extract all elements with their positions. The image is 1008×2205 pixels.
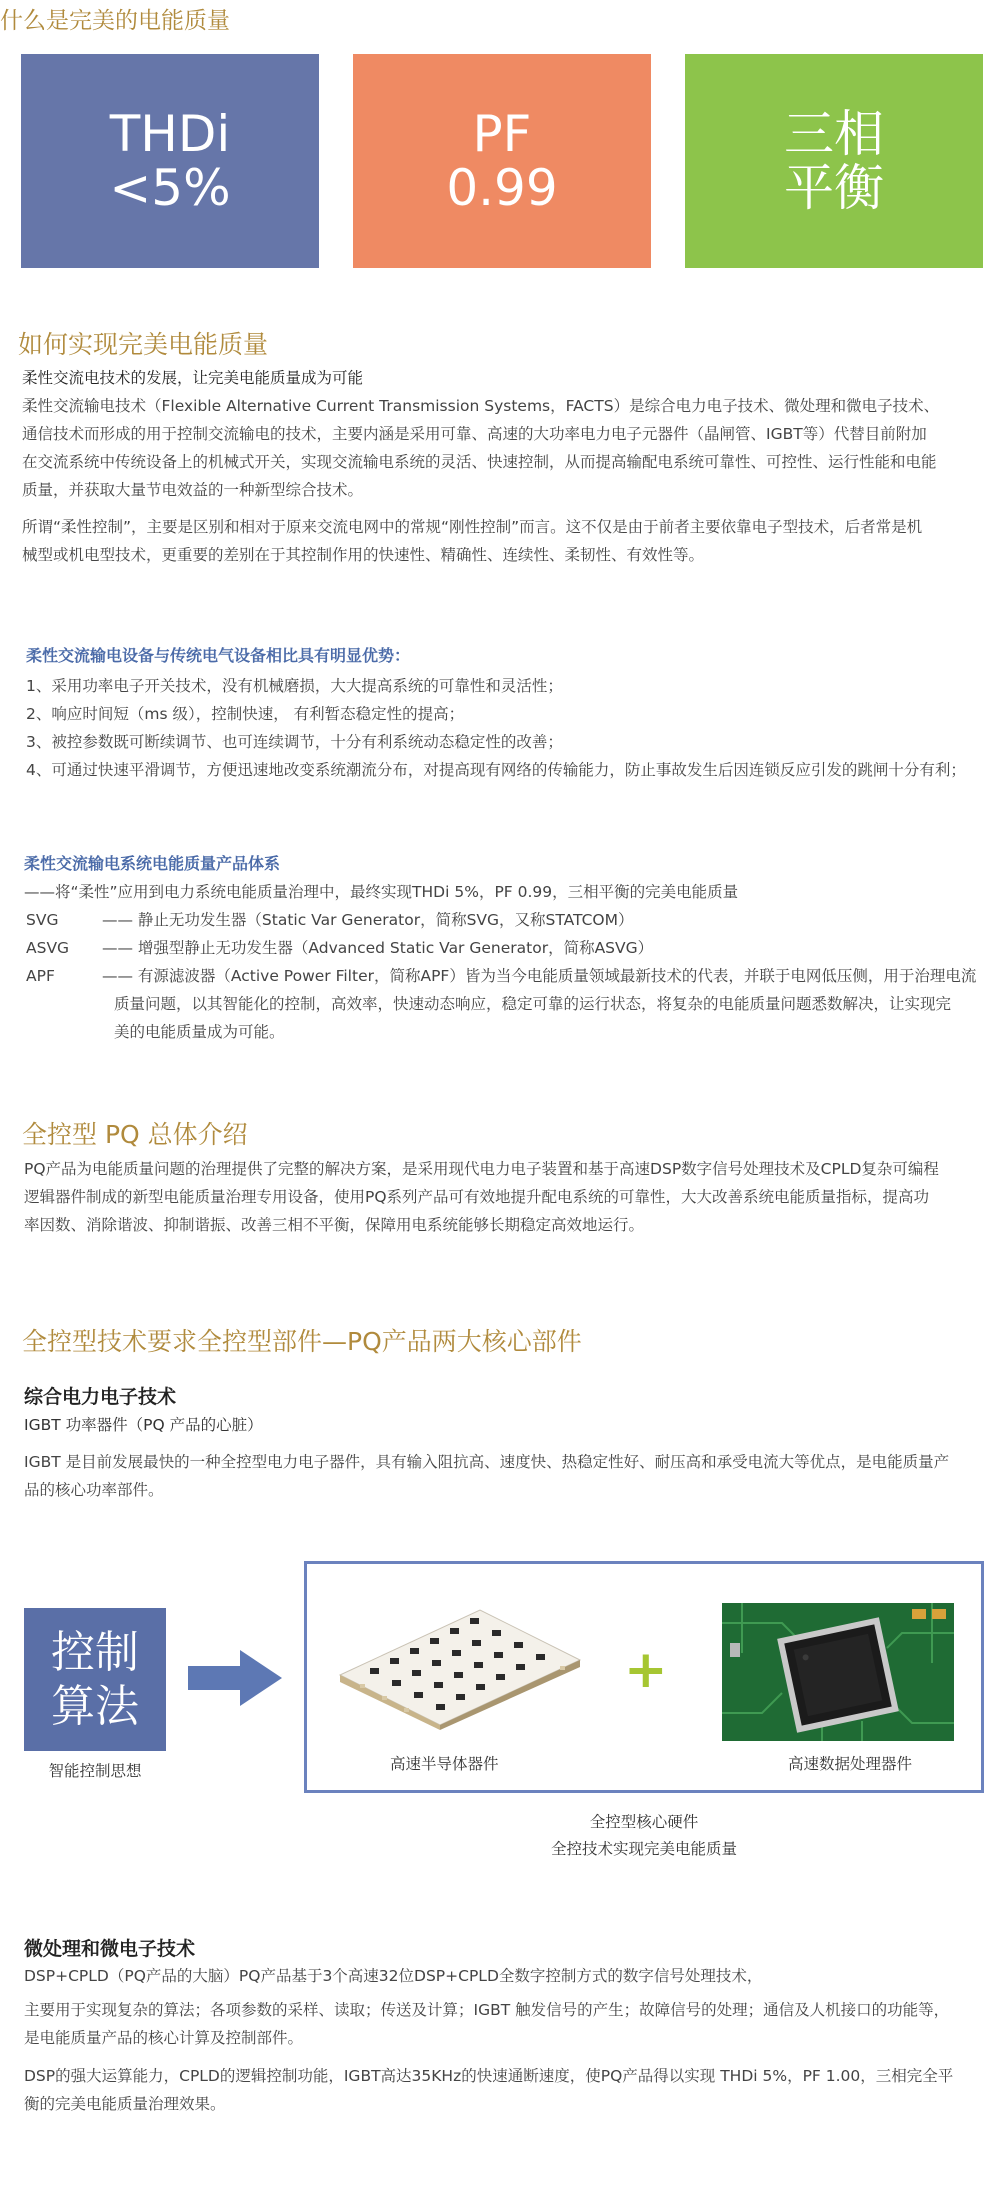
ctrl-line1: 控制	[51, 1626, 139, 1678]
ctrl-caption: 智能控制思想	[48, 1762, 142, 1780]
text-line: 械型或机电型技术，更重要的差别在于其控制作用的快速性、精确性、连续性、柔韧性、有效性等。	[22, 546, 705, 564]
processor-chip-image	[722, 1603, 954, 1741]
desc: —— 增强型静止无功发生器（Advanced Static Var Generator，简称ASVG）	[102, 939, 654, 957]
apf-row	[26, 962, 976, 990]
semiconductor-caption: 高速半导体器件	[390, 1755, 499, 1773]
thdi-card	[21, 54, 319, 268]
facts-paragraph	[22, 392, 1002, 504]
abbr: ASVG	[26, 939, 70, 957]
arrow-right-icon	[188, 1650, 284, 1706]
text-line: 柔性交流输电技术（Flexible Alternative Current Transmission Systems，FACTS）是综合电力电子技术、微处理和微电子技术、	[22, 397, 940, 415]
card-line2: 0.99	[446, 159, 558, 217]
card-line2: 平衡	[784, 159, 884, 217]
core-hardware-caption: 全控型核心硬件	[589, 1813, 699, 1831]
text-line: 衡的完美电能质量治理效果。	[24, 2095, 226, 2113]
text-line: 主要用于实现复杂的算法；各项参数的采样、读取；传送及计算；IGBT 触发信号的产生；故障信号的处理；通信及人机接口的功能等，	[24, 2001, 950, 2019]
power-electronics-heading: 综合电力电子技术	[24, 1386, 177, 1408]
plus-icon: +	[624, 1640, 668, 1700]
ctrl-line2: 算法	[51, 1680, 139, 1732]
text-line: DSP的强大运算能力，CPLD的逻辑控制功能，IGBT高达35KHz的快速通断速度，使PQ产品得以实现 THDi 5%，PF 1.00，三相完全平	[24, 2067, 954, 2085]
core-title: 全控型技术要求全控型部件—PQ产品两大核心部件	[22, 1327, 582, 1356]
abbr: SVG	[26, 911, 59, 929]
section2-title: 如何实现完美电能质量	[18, 330, 269, 359]
text-line: 率因数、消除谐波、抑制谐振、改善三相不平衡，保障用电系统能够长期稳定高效地运行。	[24, 1216, 645, 1234]
list-item: 3、被控参数既可断续调节、也可连续调节，十分有利系统动态稳定性的改善；	[26, 733, 563, 751]
igbt-note: IGBT 功率器件（PQ 产品的心脏）	[24, 1416, 263, 1434]
text-line: PQ产品为电能质量问题的治理提供了完整的解决方案，是采用现代电力电子装置和基于高速DSP数字信号处理技术及CPLD复杂可编程	[24, 1160, 939, 1178]
section1-title: 什么是完美的电能质量	[0, 8, 230, 34]
list-item: 1、采用功率电子开关技术，没有机械磨损，大大提高系统的可靠性和灵活性；	[26, 677, 563, 695]
overview-paragraph	[24, 1155, 1004, 1239]
card-line2: <5%	[109, 159, 231, 217]
igbt-paragraph	[24, 1448, 1004, 1504]
text-line: 是电能质量产品的核心计算及控制部件。	[24, 2029, 304, 2047]
apf-desc-line: 质量问题，以其智能化的控制，高效率，快速动态响应，稳定可靠的运行状态，将复杂的电能质量问题悉数解决，让实现完	[114, 995, 952, 1013]
apf-desc-line: 美的电能质量成为可能。	[114, 1023, 285, 1041]
dsp-performance-paragraph	[24, 2062, 1004, 2118]
svg-row	[26, 906, 634, 934]
text-line: 通信技术而形成的用于控制交流输电的技术，主要内涵是采用可靠、高速的大功率电力电子元器件（晶闸管、IGBT等）代替目前附加	[22, 425, 927, 443]
text-line: 在交流系统中传统设备上的机械式开关，实现交流输电系统的灵活、快速控制，从而提高输配电系统可靠性、可控性、运行性能和电能	[22, 453, 937, 471]
section2-lead: 柔性交流电技术的发展，让完美电能质量成为可能	[22, 369, 364, 387]
pq-system-intro: ——将“柔性”应用到电力系统电能质量治理中，最终实现THDi 5%，PF 0.99，三相平衡的完美电能质量	[24, 883, 739, 901]
asvg-row	[26, 934, 653, 962]
micro-heading: 微处理和微电子技术	[24, 1938, 196, 1960]
list-item: 4、可通过快速平滑调节，方便迅速地改变系统潮流分布，对提高现有网络的传输能力，防止事故发生后因连锁反应引发的跳闸十分有利；	[26, 761, 966, 779]
dsp-paragraph	[24, 1996, 1004, 2052]
abbr: APF	[26, 967, 55, 985]
card-line1: THDi	[109, 105, 231, 163]
control-algorithm-box	[24, 1608, 166, 1751]
text-line: 品的核心功率部件。	[24, 1481, 164, 1499]
text-line: 逻辑器件制成的新型电能质量治理专用设备，使用PQ系列产品可有效地提升配电系统的可靠性，大大改善系统电能质量指标，提高功	[24, 1188, 930, 1206]
balance-card	[685, 54, 983, 268]
perfect-quality-caption: 全控技术实现完美电能质量	[550, 1840, 737, 1858]
desc: —— 有源滤波器（Active Power Filter，简称APF）皆为当今电能质量领域最新技术的代表，并联于电网低压侧，用于治理电流	[102, 967, 977, 985]
text-line: 质量，并获取大量节电效益的一种新型综合技术。	[22, 481, 364, 499]
desc: —— 静止无功发生器（Static Var Generator，简称SVG，又称STATCOM）	[102, 911, 634, 929]
flexible-control-paragraph	[22, 513, 1002, 569]
semiconductor-device-image	[330, 1600, 590, 1730]
advantages-title: 柔性交流输电设备与传统电气设备相比具有明显优势：	[26, 646, 411, 665]
dsp-line: DSP+CPLD（PQ产品的大脑）PQ产品基于3个高速32位DSP+CPLD全数字控制方式的数字信号处理技术，	[24, 1967, 763, 1985]
list-item: 2、响应时间短（ms 级），控制快速， 有利暂态稳定性的提高；	[26, 705, 465, 723]
card-line1: 三相	[784, 105, 884, 163]
pq-system-title: 柔性交流输电系统电能质量产品体系	[24, 854, 281, 873]
advantages-list	[26, 672, 966, 784]
pf-card	[353, 54, 651, 268]
text-line: 所谓“柔性控制”，主要是区别和相对于原来交流电网中的常规“刚性控制”而言。这不仅是由于前者主要依靠电子型技术，后者常是机	[22, 518, 923, 536]
card-line1: PF	[472, 105, 532, 163]
text-line: IGBT 是目前发展最快的一种全控型电力电子器件，具有输入阻抗高、速度快、热稳定性好、耐压高和承受电流大等优点，是电能质量产	[24, 1453, 950, 1471]
chip-caption: 高速数据处理器件	[788, 1755, 913, 1773]
overview-title: 全控型 PQ 总体介绍	[22, 1120, 248, 1149]
